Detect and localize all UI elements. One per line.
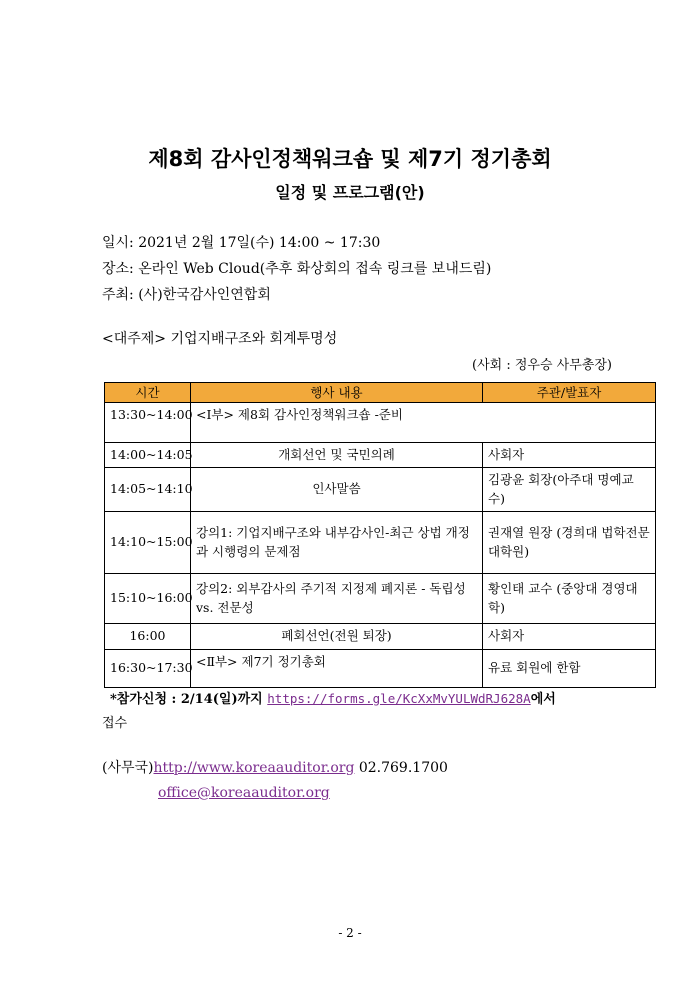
table-row [105, 403, 656, 443]
header-presenter: 주관/발표자 [483, 383, 656, 403]
row-time: 16:30~17:30 [105, 649, 191, 687]
header-content: 행사 내용 [191, 383, 483, 403]
office-email [158, 785, 330, 801]
row-content: 폐회선언(전원 퇴장) [191, 623, 483, 649]
table-row [105, 467, 656, 511]
event-datetime: 일시: 2021년 2월 17일(수) 14:00 ~ 17:30 [102, 235, 381, 251]
table-row [105, 573, 656, 623]
table-header-row [105, 383, 656, 403]
row-content: 인사말씀 [191, 467, 483, 511]
registration-suffix: 에서 [530, 692, 556, 707]
registration-continuation: 접수 [102, 716, 128, 731]
row-time: 16:00 [105, 623, 191, 649]
row-content: <Ⅰ부> 제8회 감사인정책워크숍 -준비 [191, 403, 656, 443]
registration-note [110, 688, 556, 707]
table-row [105, 623, 656, 649]
row-content: 강의1: 기업지배구조와 내부감사인-최근 상법 개정과 시행령의 문제점 [191, 511, 483, 573]
row-time: 14:05~14:10 [105, 467, 191, 511]
table-row [105, 649, 656, 687]
registration-link[interactable]: https://forms.gle/KcXxMvYULWdRJ628A [267, 691, 531, 706]
event-host: 주최: (사)한국감사인연합회 [102, 287, 271, 303]
office-phone: 02.769.1700 [354, 760, 448, 776]
schedule-table [104, 382, 656, 688]
row-content: 개회선언 및 국민의례 [191, 443, 483, 467]
row-time: 15:10~16:00 [105, 573, 191, 623]
office-contact [102, 757, 448, 777]
office-website-link[interactable]: http://www.koreaauditor.org [153, 760, 355, 776]
row-presenter: 사회자 [483, 623, 656, 649]
row-presenter: 김광윤 회장(아주대 명예교수) [483, 467, 656, 511]
table-row [105, 511, 656, 573]
table-row [105, 443, 656, 467]
event-venue: 장소: 온라인 Web Cloud(추후 화상회의 접속 링크를 보내드림) [102, 261, 492, 277]
office-label: (사무국) [102, 760, 154, 776]
row-content: 강의2: 외부감사의 주기적 지정제 폐지론 - 독립성 vs. 전문성 [191, 573, 483, 623]
main-theme: <대주제> 기업지배구조와 회계투명성 [102, 331, 338, 347]
office-email-link[interactable]: office@koreaauditor.org [158, 785, 330, 801]
row-content: <Ⅱ부> 제7기 정기총회 [191, 649, 483, 687]
registration-prefix: *참가신청 : 2/14(일)까지 [110, 692, 268, 707]
row-presenter: 황인태 교수 (중앙대 경영대학) [483, 573, 656, 623]
row-presenter: 유료 회원에 한함 [483, 649, 656, 687]
moderator: (사회 : 정우승 사무총장) [472, 358, 612, 373]
row-presenter: 사회자 [483, 443, 656, 467]
header-time: 시간 [105, 383, 191, 403]
page-subtitle: 일정 및 프로그램(안) [275, 183, 425, 202]
page-number: - 2 - [338, 926, 362, 940]
row-time: 14:00~14:05 [105, 443, 191, 467]
page-title: 제8회 감사인정책워크숍 및 제7기 정기총회 [148, 147, 552, 171]
row-presenter: 권재열 원장 (경희대 법학전문대학원) [483, 511, 656, 573]
row-time: 14:10~15:00 [105, 511, 191, 573]
row-time: 13:30~14:00 [105, 403, 191, 443]
